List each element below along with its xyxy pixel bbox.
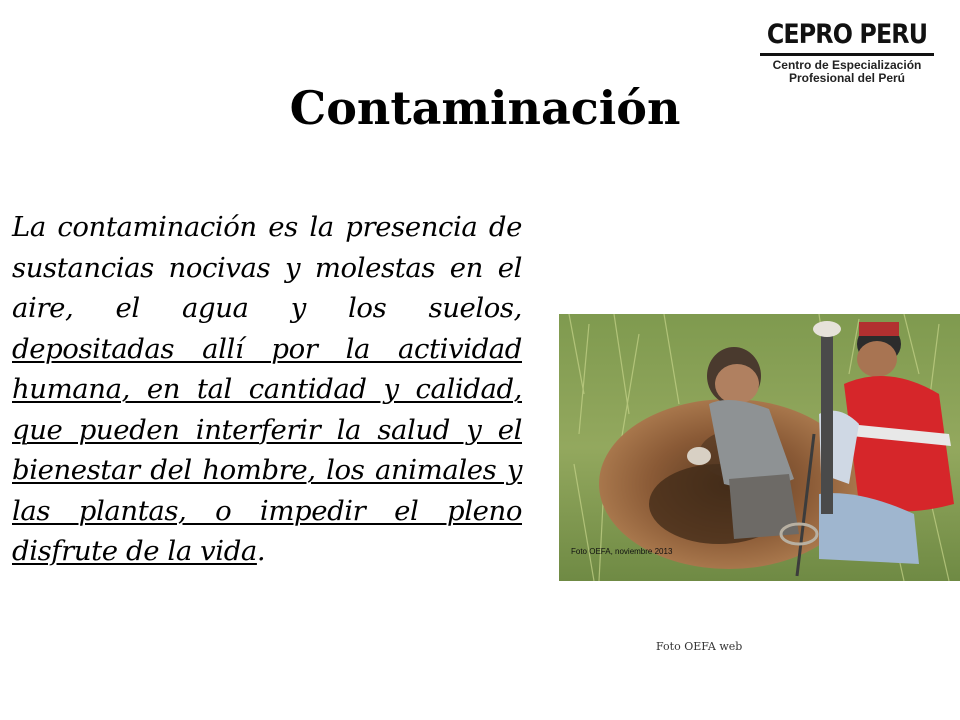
definition-period: . [256, 535, 266, 567]
logo-name: CEPRO PERU [766, 19, 928, 50]
soil-sampling-photo [559, 314, 960, 581]
logo-subtitle-line2: Profesional del Perú [788, 71, 906, 85]
photo-watermark: Foto OEFA, noviembre 2013 [571, 547, 673, 556]
logo-subtitle-line1: Centro de Especialización [772, 58, 922, 72]
photo-caption: Foto OEFA web [656, 640, 743, 653]
cepro-peru-logo [752, 18, 942, 85]
logo-divider [760, 53, 934, 56]
definition-paragraph [12, 207, 522, 572]
slide-title: Contaminación [289, 81, 681, 135]
definition-plain-text: La contaminación es la presencia de sustancias nocivas y molestas en el aire, el agua y los suelos, [12, 211, 522, 324]
definition-underlined-text: depositadas allí por la actividad humana, en tal cantidad y calidad, que pueden interferir la salud y el bienestar del hombre, los animales y las plantas, o impedir el pleno disfrute de la vida [12, 332, 522, 567]
